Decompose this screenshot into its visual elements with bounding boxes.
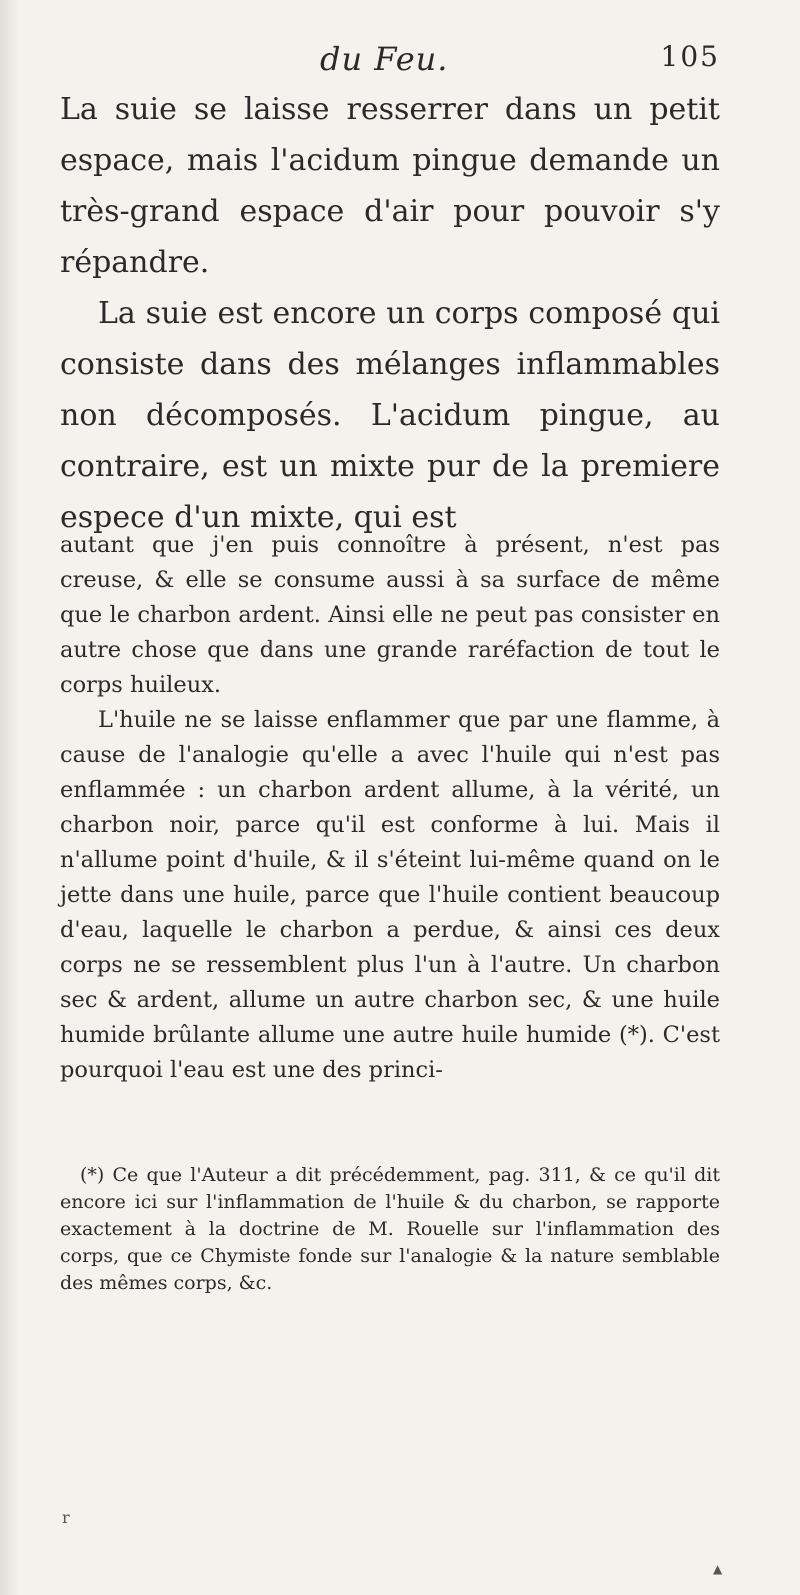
scan-shadow bbox=[0, 0, 18, 1595]
page-header bbox=[60, 40, 720, 80]
page-number: 105 bbox=[660, 40, 720, 73]
paragraph: La suie est encore un corps composé qui consiste dans des mélanges inflammables non décomposés. L'acidum pingue, au contraire, est un mixte pur de la premiere espece d'un mixte, qui est bbox=[60, 296, 720, 535]
paragraph: autant que j'en puis connoître à présent, n'est pas creuse, & elle se consume aussi à sa surface de même que le charbon ardent. Ainsi elle ne peut pas consister en autre chose que dans une grande raréfaction de tout le corps huileux. bbox=[60, 532, 720, 698]
paragraph: L'huile ne se laisse enflammer que par une flamme, à cause de l'analogie qu'elle a avec l'huile qui n'est pas enflammée : un charbon ardent allume, à la vérité, un charbon noir, parce qu'il est conforme à lui. Mais il n'allume point d'huile, & il s'éteint lui-même quand on le jette dans une huile, parce que l'huile contient beaucoup d'eau, laquelle le charbon a perdue, & ainsi ces deux corps ne se ressemblent plus l'un à l'autre. Un charbon sec & ardent, allume un autre charbon sec, & une huile humide brûlante allume une autre huile humide (*). C'est pourquoi l'eau est une des princi- bbox=[60, 707, 720, 1083]
running-head: du Feu. bbox=[320, 40, 449, 78]
footnote-text: (*) Ce que l'Auteur a dit précédemment, pag. 311, & ce qu'il dit encore ici sur l'inflammation de l'huile & du charbon, se rapporte exactement à la doctrine de M. Rouelle sur l'inflammation des corps, que ce Chymiste fonde sur l'analogie & la nature semblable des mêmes corps, &c. bbox=[60, 1164, 720, 1294]
continued-text bbox=[60, 528, 720, 1088]
margin-mark: ▲ bbox=[713, 1562, 723, 1576]
footnote bbox=[60, 1162, 720, 1297]
margin-mark: r bbox=[62, 1508, 70, 1527]
paragraph: La suie se laisse resserrer dans un petit espace, mais l'acidum pingue demande un très-grand espace d'air pour pouvoir s'y répandre. bbox=[60, 92, 720, 280]
main-text bbox=[60, 84, 720, 543]
